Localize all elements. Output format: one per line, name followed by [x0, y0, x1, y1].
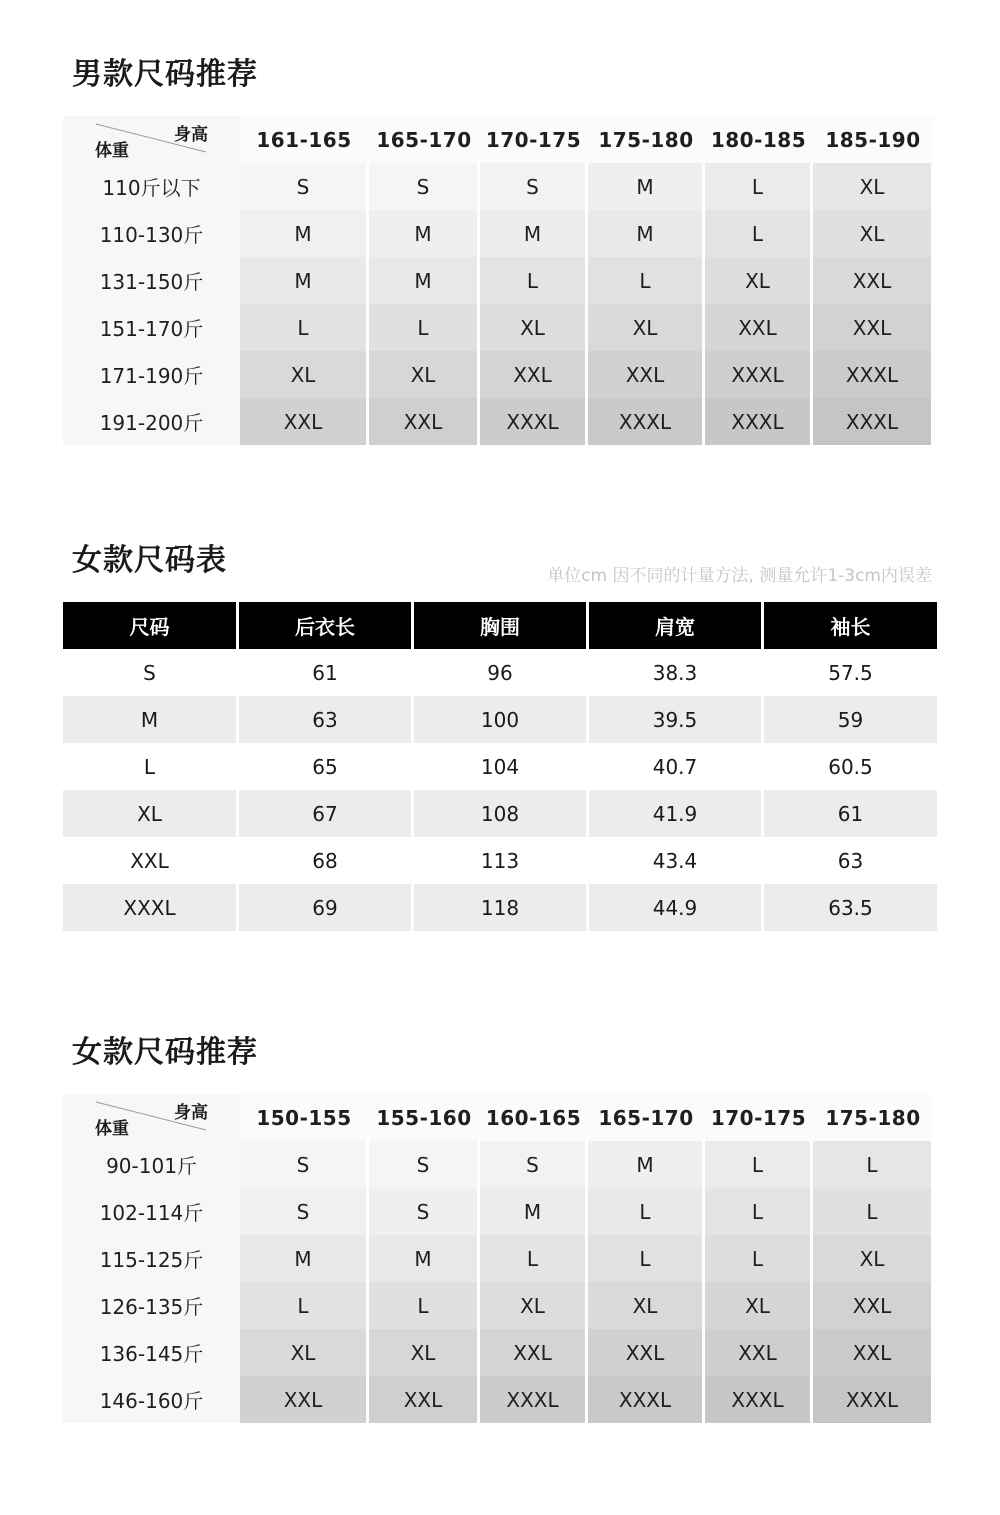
size-cell: XXXL: [813, 398, 931, 445]
table-cell: 96: [487, 660, 513, 685]
table-cell: 57.5: [828, 660, 873, 685]
size-cell: XXXL: [705, 351, 810, 398]
table-header-row: [63, 602, 937, 649]
table-cell: 113: [480, 848, 520, 873]
table-cell: 38.3: [652, 660, 698, 685]
column-header: 袖长: [764, 602, 937, 649]
weight-label: 110斤以下: [63, 163, 240, 210]
size-cell: S: [240, 1141, 366, 1188]
table-cell: 67: [239, 790, 411, 837]
weight-label: 126-135斤: [63, 1282, 240, 1329]
corner-divider-line: [63, 116, 240, 163]
size-cell: XXL: [369, 398, 477, 445]
size-cell: L: [813, 1188, 931, 1235]
weight-label: 115-125斤: [63, 1235, 240, 1282]
size-cell: L: [588, 257, 702, 304]
table-cell: 100: [414, 696, 586, 743]
size-cell: S: [369, 1188, 477, 1235]
height-header: 165-170: [369, 116, 479, 163]
table-cell: 65: [312, 754, 338, 779]
height-header: 175-180: [813, 1094, 933, 1141]
size-cell: XXXL: [480, 1376, 585, 1423]
size-cell: XL: [369, 351, 477, 398]
size-cell: XXL: [369, 1376, 477, 1423]
size-cell: L: [813, 1141, 931, 1188]
corner-header: [63, 1094, 240, 1141]
height-header: 170-175: [480, 116, 587, 163]
table-cell: XXL: [130, 848, 169, 873]
table-cell: 43.4: [652, 848, 698, 873]
size-cell: XXL: [480, 1329, 585, 1376]
size-cell: XL: [480, 304, 585, 351]
table-row: [63, 743, 937, 790]
table-cell: 108: [414, 790, 586, 837]
size-cell: XXL: [705, 304, 810, 351]
height-header: 150-155: [240, 1094, 368, 1141]
table-cell: 44.9: [589, 884, 761, 931]
size-cell: L: [369, 304, 477, 351]
size-cell: M: [240, 210, 366, 257]
table-row: [63, 790, 937, 837]
column-header: 后衣长: [239, 602, 411, 649]
table-cell: L: [143, 754, 156, 779]
size-cell: S: [369, 1141, 477, 1188]
size-cell: XL: [240, 351, 366, 398]
size-cell: S: [240, 163, 366, 210]
size-cell: M: [240, 1235, 366, 1282]
size-cell: M: [369, 257, 477, 304]
table-cell: 63: [837, 848, 864, 873]
weight-label: 146-160斤: [63, 1376, 240, 1423]
corner-height-label: 身高: [174, 125, 208, 145]
column-header: 肩宽: [589, 602, 761, 649]
height-header: 170-175: [705, 1094, 812, 1141]
weight-label: 191-200斤: [63, 398, 240, 445]
size-cell: XL: [705, 257, 810, 304]
table-cell: 61: [312, 660, 338, 685]
weight-label: 171-190斤: [63, 351, 240, 398]
table-cell: 68: [312, 848, 338, 873]
table-cell: 63: [239, 696, 411, 743]
table-cell: XL: [63, 790, 236, 837]
size-cell: XL: [813, 1235, 931, 1282]
size-cell: M: [588, 163, 702, 210]
size-cell: XXL: [240, 1376, 366, 1423]
table-cell: XXXL: [63, 884, 236, 931]
size-cell: XL: [480, 1282, 585, 1329]
table-cell: S: [143, 660, 156, 685]
height-header: 185-190: [813, 116, 933, 163]
size-cell: XXXL: [813, 1376, 931, 1423]
size-cell: L: [705, 163, 810, 210]
size-cell: S: [480, 163, 585, 210]
table-cell: 69: [239, 884, 411, 931]
table-cell: 118: [414, 884, 586, 931]
height-header: 180-185: [705, 116, 812, 163]
size-cell: XL: [813, 210, 931, 257]
size-cell: L: [705, 1188, 810, 1235]
height-header: 155-160: [369, 1094, 479, 1141]
size-cell: M: [240, 257, 366, 304]
size-cell: L: [705, 1235, 810, 1282]
size-cell: XXL: [813, 1329, 931, 1376]
table-cell: 40.7: [652, 754, 698, 779]
men-rec-title: 男款尺码推荐: [72, 57, 258, 92]
table-row: [63, 696, 937, 743]
table-cell: 104: [480, 754, 520, 779]
size-cell: L: [588, 1235, 702, 1282]
column-header: 尺码: [63, 602, 236, 649]
table-row: [63, 837, 937, 884]
table-cell: 63.5: [764, 884, 937, 931]
size-cell: XL: [588, 304, 702, 351]
size-cell: XXL: [588, 351, 702, 398]
weight-label: 90-101斤: [63, 1141, 240, 1188]
size-cell: XXL: [588, 1329, 702, 1376]
corner-weight-label: 体重: [95, 141, 129, 161]
size-cell: L: [480, 1235, 585, 1282]
size-cell: XXL: [813, 304, 931, 351]
size-cell: L: [369, 1282, 477, 1329]
size-cell: XL: [240, 1329, 366, 1376]
size-cell: XXXL: [588, 398, 702, 445]
size-cell: L: [588, 1188, 702, 1235]
table-cell: 60.5: [828, 754, 873, 779]
size-cell: S: [369, 163, 477, 210]
corner-header: [63, 116, 240, 163]
corner-height-label: 身高: [174, 1103, 208, 1123]
size-cell: XL: [705, 1282, 810, 1329]
size-cell: L: [705, 210, 810, 257]
table-row: [63, 884, 937, 931]
men-size-grid: [63, 116, 933, 445]
height-header: 165-170: [588, 1094, 704, 1141]
table-row: [63, 649, 937, 696]
size-cell: XXXL: [705, 398, 810, 445]
measurement-note: 单位cm 因不同的计量方法, 测量允许1-3cm内误差: [547, 566, 932, 586]
weight-label: 102-114斤: [63, 1188, 240, 1235]
size-cell: XXL: [240, 398, 366, 445]
corner-divider-line: [63, 1094, 240, 1141]
height-header: 160-165: [480, 1094, 587, 1141]
size-cell: L: [480, 257, 585, 304]
table-cell: 41.9: [589, 790, 761, 837]
women-table-title: 女款尺码表: [72, 543, 227, 578]
size-cell: M: [480, 210, 585, 257]
size-cell: XL: [813, 163, 931, 210]
size-cell: L: [705, 1141, 810, 1188]
size-cell: M: [588, 1141, 702, 1188]
size-cell: XXXL: [588, 1376, 702, 1423]
size-cell: XL: [588, 1282, 702, 1329]
size-cell: XXXL: [705, 1376, 810, 1423]
women-measurement-table: [63, 602, 937, 931]
size-cell: S: [240, 1188, 366, 1235]
size-cell: M: [369, 210, 477, 257]
table-cell: M: [63, 696, 236, 743]
weight-label: 131-150斤: [63, 257, 240, 304]
size-cell: M: [369, 1235, 477, 1282]
women-rec-title: 女款尺码推荐: [72, 1035, 258, 1070]
size-cell: L: [240, 304, 366, 351]
weight-label: 110-130斤: [63, 210, 240, 257]
size-cell: XXL: [705, 1329, 810, 1376]
women-size-grid: [63, 1094, 933, 1423]
weight-label: 151-170斤: [63, 304, 240, 351]
table-cell: 39.5: [589, 696, 761, 743]
size-cell: XXXL: [813, 351, 931, 398]
size-cell: L: [240, 1282, 366, 1329]
size-cell: XXXL: [480, 398, 585, 445]
table-cell: 61: [764, 790, 937, 837]
size-cell: S: [480, 1141, 585, 1188]
weight-label: 136-145斤: [63, 1329, 240, 1376]
column-header: 胸围: [414, 602, 586, 649]
size-cell: M: [588, 210, 702, 257]
height-header: 161-165: [240, 116, 368, 163]
size-cell: XXL: [813, 1282, 931, 1329]
corner-weight-label: 体重: [95, 1119, 129, 1139]
size-cell: XXL: [813, 257, 931, 304]
size-cell: XL: [369, 1329, 477, 1376]
height-header: 175-180: [588, 116, 704, 163]
size-cell: XXL: [480, 351, 585, 398]
table-cell: 59: [764, 696, 937, 743]
size-cell: M: [480, 1188, 585, 1235]
